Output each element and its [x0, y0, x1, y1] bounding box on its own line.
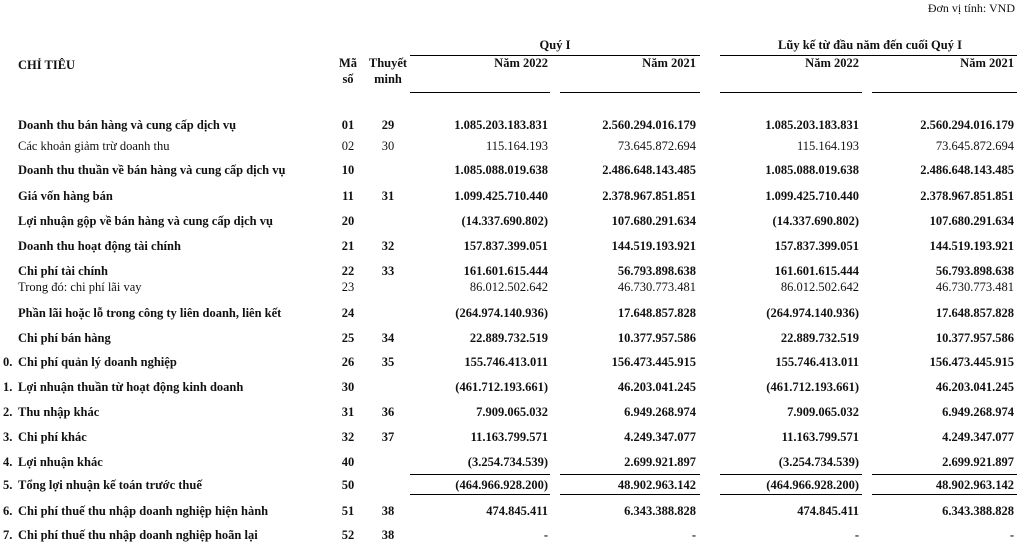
unit-label: Đơn vị tính: VND [927, 1, 1015, 15]
row-code: 22 [341, 264, 355, 278]
row-ytd-2022: 1.085.203.183.831 [765, 118, 859, 132]
row-q1-2021: - [691, 528, 696, 542]
table-row [0, 186, 1021, 206]
row-ytd-2022: (461.712.193.661) [766, 380, 859, 394]
row-number: 4. [3, 455, 13, 469]
col-rule-ytd-2022 [720, 92, 862, 93]
row-ytd-2021: 73.645.872.694 [935, 139, 1014, 153]
year-2022-header-q1: Năm 2022 [494, 56, 548, 70]
row-label: Chi phí khác [18, 430, 87, 444]
row-note: 35 [381, 355, 395, 369]
row-q1-2022: 157.837.399.051 [463, 239, 548, 253]
table-row [0, 501, 1021, 521]
subtotal-rule [720, 474, 862, 475]
row-q1-2021: 6.949.268.974 [624, 405, 696, 419]
year-2021-header-ytd: Năm 2021 [960, 56, 1014, 70]
row-label: Chi phí quản lý doanh nghiệp [18, 355, 177, 369]
group-q1-header: Quý I [539, 38, 571, 52]
row-note: 32 [381, 239, 395, 253]
row-ytd-2021: 4.249.347.077 [942, 430, 1014, 444]
row-label: Lợi nhuận khác [18, 455, 103, 469]
table-row [0, 211, 1021, 231]
row-code: 50 [341, 478, 355, 492]
row-ytd-2022: (264.974.140.936) [766, 306, 859, 320]
subtotal-rule [872, 494, 1017, 495]
row-q1-2021: 4.249.347.077 [624, 430, 696, 444]
row-q1-2021: 2.378.967.851.851 [602, 189, 696, 203]
row-code: 21 [341, 239, 355, 253]
row-number: 3. [3, 430, 13, 444]
row-label: Trong đó: chi phí lãi vay [18, 280, 142, 294]
row-ytd-2022: 115.164.193 [796, 139, 859, 153]
row-ytd-2021: 2.378.967.851.851 [920, 189, 1014, 203]
row-ytd-2021: 2.699.921.897 [942, 455, 1014, 469]
row-ytd-2022: - [854, 528, 859, 542]
row-label: Chi phí tài chính [18, 264, 108, 278]
group-ytd-header: Lũy kế từ đầu năm đến cuối Quý I [778, 38, 962, 52]
table-row [0, 303, 1021, 323]
row-q1-2022: 115.164.193 [485, 139, 548, 153]
row-q1-2021: 144.519.193.921 [611, 239, 696, 253]
row-label: Thu nhập khác [18, 405, 100, 419]
row-note: 33 [381, 264, 395, 278]
row-q1-2021: 2.486.648.143.485 [602, 163, 696, 177]
row-number: 2. [3, 405, 13, 419]
row-note: 30 [381, 139, 395, 153]
row-note: 38 [381, 528, 395, 542]
table-row [0, 427, 1021, 447]
row-code: 23 [341, 280, 355, 294]
row-ytd-2022: (14.337.690.802) [772, 214, 859, 228]
row-code: 20 [341, 214, 355, 228]
row-note: 37 [381, 430, 395, 444]
row-q1-2022: 7.909.065.032 [476, 405, 548, 419]
row-code: 40 [341, 455, 355, 469]
col-rule-ytd-2021 [872, 92, 1017, 93]
row-code: 52 [341, 528, 355, 542]
row-ytd-2021: 46.730.773.481 [935, 280, 1014, 294]
row-q1-2022: 161.601.615.444 [463, 264, 548, 278]
row-label: Lợi nhuận gộp về bán hàng và cung cấp dịch vụ [18, 214, 273, 228]
row-ytd-2021: 46.203.041.245 [935, 380, 1014, 394]
row-label: Doanh thu hoạt động tài chính [18, 239, 181, 253]
row-q1-2021: 6.343.388.828 [624, 504, 696, 518]
col-rule-q1-2022 [410, 92, 550, 93]
row-number: 6. [3, 504, 13, 518]
table-row [0, 352, 1021, 372]
row-code: 30 [341, 380, 355, 394]
row-ytd-2021: 17.648.857.828 [935, 306, 1014, 320]
row-code: 11 [342, 189, 354, 203]
row-ytd-2021: - [1009, 528, 1014, 542]
row-code: 26 [341, 355, 355, 369]
row-label: Chi phí thuế thu nhập doanh nghiệp hiện hành [18, 504, 269, 518]
row-code: 02 [341, 139, 355, 153]
row-ytd-2022: (464.966.928.200) [766, 478, 859, 492]
row-number: 0. [3, 355, 13, 369]
row-q1-2022: - [543, 528, 548, 542]
table-row [0, 236, 1021, 256]
row-ytd-2022: 22.889.732.519 [780, 331, 859, 345]
row-q1-2021: 2.560.294.016.179 [602, 118, 696, 132]
row-q1-2022: 1.099.425.710.440 [454, 189, 548, 203]
subtotal-rule [560, 474, 700, 475]
row-code: 10 [341, 163, 355, 177]
row-ytd-2021: 107.680.291.634 [929, 214, 1014, 228]
subtotal-rule [872, 474, 1017, 475]
row-note: 34 [381, 331, 395, 345]
row-note: 29 [381, 118, 395, 132]
row-ytd-2022: (3.254.734.539) [778, 455, 859, 469]
table-row [0, 136, 1021, 156]
table-row [0, 328, 1021, 348]
table-row [0, 402, 1021, 422]
row-q1-2021: 48.902.963.142 [617, 478, 696, 492]
row-q1-2021: 107.680.291.634 [611, 214, 696, 228]
row-label: Các khoản giảm trừ doanh thu [18, 139, 170, 153]
row-number: 7. [3, 528, 13, 542]
subtotal-rule [560, 494, 700, 495]
row-label: Doanh thu thuần về bán hàng và cung cấp dịch vụ [18, 163, 286, 177]
row-note: 36 [381, 405, 395, 419]
row-code: 31 [341, 405, 355, 419]
year-2021-header-q1: Năm 2021 [642, 56, 696, 70]
row-label: Tổng lợi nhuận kế toán trước thuế [18, 478, 202, 492]
note-header-line1: Thuyết [368, 56, 408, 70]
row-q1-2021: 46.730.773.481 [617, 280, 696, 294]
row-ytd-2022: 161.601.615.444 [774, 264, 859, 278]
row-number: 5. [3, 478, 13, 492]
row-q1-2021: 156.473.445.915 [611, 355, 696, 369]
row-ytd-2022: 1.099.425.710.440 [765, 189, 859, 203]
table-row [0, 160, 1021, 180]
row-label: Lợi nhuận thuần từ hoạt động kinh doanh [18, 380, 244, 394]
row-label: Giá vốn hàng bán [18, 189, 113, 203]
subtotal-rule [410, 474, 550, 475]
row-label: Chi phí thuế thu nhập doanh nghiệp hoãn lại [18, 528, 258, 542]
subtotal-rule [410, 494, 550, 495]
row-label: Chi phí bán hàng [18, 331, 111, 345]
row-q1-2021: 2.699.921.897 [624, 455, 696, 469]
row-code: 25 [341, 331, 355, 345]
row-q1-2022: 474.845.411 [486, 504, 548, 518]
table-row [0, 377, 1021, 397]
table-row [0, 277, 1021, 297]
row-ytd-2021: 144.519.193.921 [929, 239, 1014, 253]
row-label: Phần lãi hoặc lỗ trong công ty liên doanh, liên kết [18, 306, 282, 320]
row-q1-2022: 86.012.502.642 [469, 280, 548, 294]
row-q1-2022: (464.966.928.200) [455, 478, 548, 492]
row-ytd-2022: 86.012.502.642 [780, 280, 859, 294]
row-ytd-2021: 6.343.388.828 [942, 504, 1014, 518]
row-q1-2022: (14.337.690.802) [461, 214, 548, 228]
row-q1-2021: 10.377.957.586 [617, 331, 696, 345]
row-q1-2021: 46.203.041.245 [617, 380, 696, 394]
code-header-line2: số [342, 72, 354, 86]
row-ytd-2022: 474.845.411 [797, 504, 859, 518]
row-q1-2022: 1.085.088.019.638 [454, 163, 548, 177]
year-2022-header-ytd: Năm 2022 [805, 56, 859, 70]
row-q1-2022: (3.254.734.539) [467, 455, 548, 469]
row-ytd-2021: 156.473.445.915 [929, 355, 1014, 369]
table-row [0, 452, 1021, 472]
row-code: 01 [341, 118, 355, 132]
row-ytd-2021: 56.793.898.638 [935, 264, 1014, 278]
row-ytd-2022: 1.085.088.019.638 [765, 163, 859, 177]
row-ytd-2021: 2.560.294.016.179 [920, 118, 1014, 132]
row-q1-2022: 22.889.732.519 [469, 331, 548, 345]
row-ytd-2021: 10.377.957.586 [935, 331, 1014, 345]
code-header-line1: Mã [338, 56, 358, 70]
row-note: 31 [381, 189, 395, 203]
row-note: 38 [381, 504, 395, 518]
row-ytd-2022: 155.746.413.011 [775, 355, 859, 369]
indicator-header: CHỈ TIÊU [18, 58, 76, 72]
row-ytd-2021: 6.949.268.974 [942, 405, 1014, 419]
subtotal-rule [720, 494, 862, 495]
row-code: 24 [341, 306, 355, 320]
row-q1-2022: (264.974.140.936) [455, 306, 548, 320]
row-q1-2022: (461.712.193.661) [455, 380, 548, 394]
row-q1-2021: 17.648.857.828 [617, 306, 696, 320]
note-header-line2: minh [374, 72, 402, 86]
row-q1-2022: 11.163.799.571 [470, 430, 548, 444]
row-code: 51 [341, 504, 355, 518]
col-rule-q1-2021 [560, 92, 700, 93]
table-row [0, 115, 1021, 135]
row-q1-2022: 155.746.413.011 [464, 355, 548, 369]
table-row [0, 525, 1021, 545]
row-ytd-2022: 7.909.065.032 [787, 405, 859, 419]
table-row [0, 475, 1021, 495]
row-q1-2021: 73.645.872.694 [617, 139, 696, 153]
row-q1-2021: 56.793.898.638 [617, 264, 696, 278]
row-q1-2022: 1.085.203.183.831 [454, 118, 548, 132]
row-ytd-2021: 48.902.963.142 [935, 478, 1014, 492]
row-label: Doanh thu bán hàng và cung cấp dịch vụ [18, 118, 237, 132]
row-code: 32 [341, 430, 355, 444]
row-number: 1. [3, 380, 13, 394]
row-ytd-2022: 11.163.799.571 [781, 430, 859, 444]
row-ytd-2022: 157.837.399.051 [774, 239, 859, 253]
row-ytd-2021: 2.486.648.143.485 [920, 163, 1014, 177]
